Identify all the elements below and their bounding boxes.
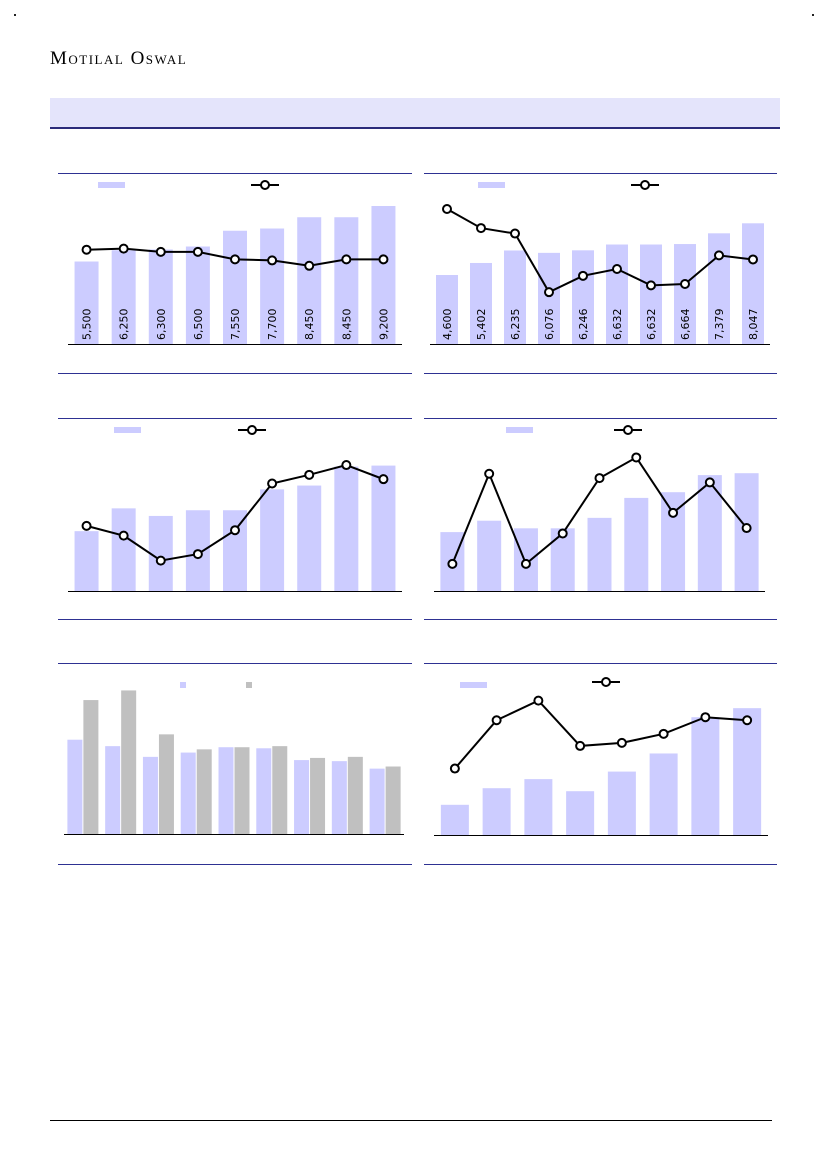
bar-series-1 (370, 769, 385, 834)
bar-data-label: 5,500 (80, 308, 94, 340)
line-point (522, 560, 530, 568)
legend-series-2-swatch (246, 682, 252, 688)
legend-line-marker (641, 181, 649, 189)
line-point (613, 265, 621, 273)
legend-bar-swatch (98, 182, 125, 188)
line-point (743, 524, 751, 532)
legend-series-1-swatch (180, 682, 186, 688)
line-point (305, 262, 313, 270)
bar (691, 717, 719, 835)
line-point (706, 478, 714, 486)
bar (223, 510, 247, 591)
page-corner-mark (14, 14, 16, 16)
bar-data-label: 7,550 (229, 308, 242, 340)
brand-logo: Motilal Oswal (50, 48, 188, 69)
bar (371, 466, 395, 591)
chart-2 (424, 174, 777, 373)
line-point (669, 509, 677, 517)
panel-bottom-rule (424, 619, 777, 620)
line-point (268, 256, 276, 264)
line-point (83, 522, 91, 530)
chart-4 (424, 419, 777, 619)
legend-line-marker (624, 426, 632, 434)
line-point (379, 475, 387, 483)
bar (733, 708, 761, 835)
panel-bottom-rule (424, 373, 777, 374)
line-point (576, 742, 584, 750)
bar-series-2 (272, 746, 287, 834)
line-point (448, 560, 456, 568)
chart-6 (424, 664, 777, 864)
bar (112, 508, 136, 591)
line-point (647, 281, 655, 289)
line-point (618, 739, 626, 747)
legend-bar-swatch (460, 682, 487, 688)
bar-series-1 (256, 748, 271, 834)
bar (608, 772, 636, 835)
line-point (559, 529, 567, 537)
bar-data-label: 8,047 (747, 308, 760, 340)
bar-data-label: 6,235 (509, 308, 522, 340)
bar-data-label: 4,600 (441, 308, 454, 340)
footer-rule (50, 1120, 772, 1121)
bar-series-1 (181, 753, 196, 834)
line-point (596, 474, 604, 482)
bar-data-label: 6,300 (154, 308, 168, 340)
bar-series-2 (386, 767, 401, 835)
bar-data-label: 7,700 (266, 308, 280, 340)
bar-series-1 (143, 757, 158, 834)
line-point (157, 248, 165, 256)
line-point (493, 716, 501, 724)
line-point (451, 765, 459, 773)
line-point (379, 255, 387, 263)
chart-1 (58, 174, 412, 373)
bar-data-label: 6,632 (611, 308, 624, 340)
line-point (194, 248, 202, 256)
line-point (485, 470, 493, 478)
chart-5 (58, 664, 412, 864)
line-point (443, 205, 451, 213)
line-point (701, 713, 709, 721)
bar (260, 489, 284, 591)
panel-bottom-rule (58, 373, 412, 374)
line-point (120, 532, 128, 540)
line-point (157, 557, 165, 565)
line-point (534, 697, 542, 705)
bar-series-2 (83, 700, 98, 834)
line-point (231, 526, 239, 534)
line-point (268, 480, 276, 488)
bar-data-label: 6,246 (577, 308, 590, 340)
bar-data-label: 8,450 (340, 308, 354, 340)
line-point (660, 730, 668, 738)
line-point (749, 255, 757, 263)
bar (441, 805, 469, 835)
bar-series-1 (294, 760, 309, 834)
bar-series-1 (105, 746, 120, 834)
legend-bar-swatch (114, 427, 141, 433)
bar-data-label: 8,450 (303, 308, 317, 340)
bar (650, 753, 678, 835)
panel-bottom-rule (58, 619, 412, 620)
line-point (545, 288, 553, 296)
bar-series-2 (197, 749, 212, 834)
line-point (681, 280, 689, 288)
line-point (715, 251, 723, 259)
bar (624, 498, 648, 591)
line-point (477, 224, 485, 232)
bar-series-1 (332, 761, 347, 834)
panel-bottom-rule (424, 864, 777, 865)
bar-series-2 (310, 758, 325, 834)
line-point (342, 461, 350, 469)
bar-data-label: 6,076 (543, 308, 556, 340)
line-point (83, 246, 91, 254)
bar-data-label: 9,200 (377, 308, 391, 340)
bar-data-label: 7,379 (713, 308, 726, 340)
bar-series-2 (235, 747, 250, 834)
chart-3 (58, 419, 412, 619)
line-point (632, 453, 640, 461)
legend-bar-swatch (478, 182, 505, 188)
series-line (447, 209, 753, 292)
bar-data-label: 5,402 (475, 308, 488, 340)
line-point (194, 550, 202, 558)
line-point (231, 255, 239, 263)
line-point (579, 272, 587, 280)
bar-data-label: 6,664 (679, 308, 692, 340)
line-point (305, 471, 313, 479)
bar (483, 788, 511, 835)
bar (149, 516, 173, 591)
bar-data-label: 6,250 (117, 308, 131, 340)
bar (588, 518, 612, 591)
bar-series-2 (121, 690, 136, 834)
line-point (743, 716, 751, 724)
legend-bar-swatch (506, 427, 533, 433)
bar (297, 486, 321, 591)
bar (566, 791, 594, 835)
legend-line-marker (261, 181, 269, 189)
bar (477, 521, 501, 591)
section-header-band (50, 98, 780, 129)
line-point (511, 230, 519, 238)
panel-bottom-rule (58, 864, 412, 865)
line-point (120, 245, 128, 253)
bar-data-label: 6,500 (191, 308, 205, 340)
bar (75, 531, 99, 591)
bar-series-2 (159, 734, 174, 834)
bar-series-1 (67, 740, 82, 834)
bar (524, 779, 552, 835)
legend-line-marker (602, 678, 610, 686)
bar-series-1 (219, 747, 234, 834)
bar (334, 467, 358, 591)
bar-data-label: 6,632 (645, 308, 658, 340)
legend-line-marker (248, 426, 256, 434)
bar-series-2 (348, 757, 363, 834)
line-point (342, 255, 350, 263)
page-corner-mark (812, 14, 814, 16)
